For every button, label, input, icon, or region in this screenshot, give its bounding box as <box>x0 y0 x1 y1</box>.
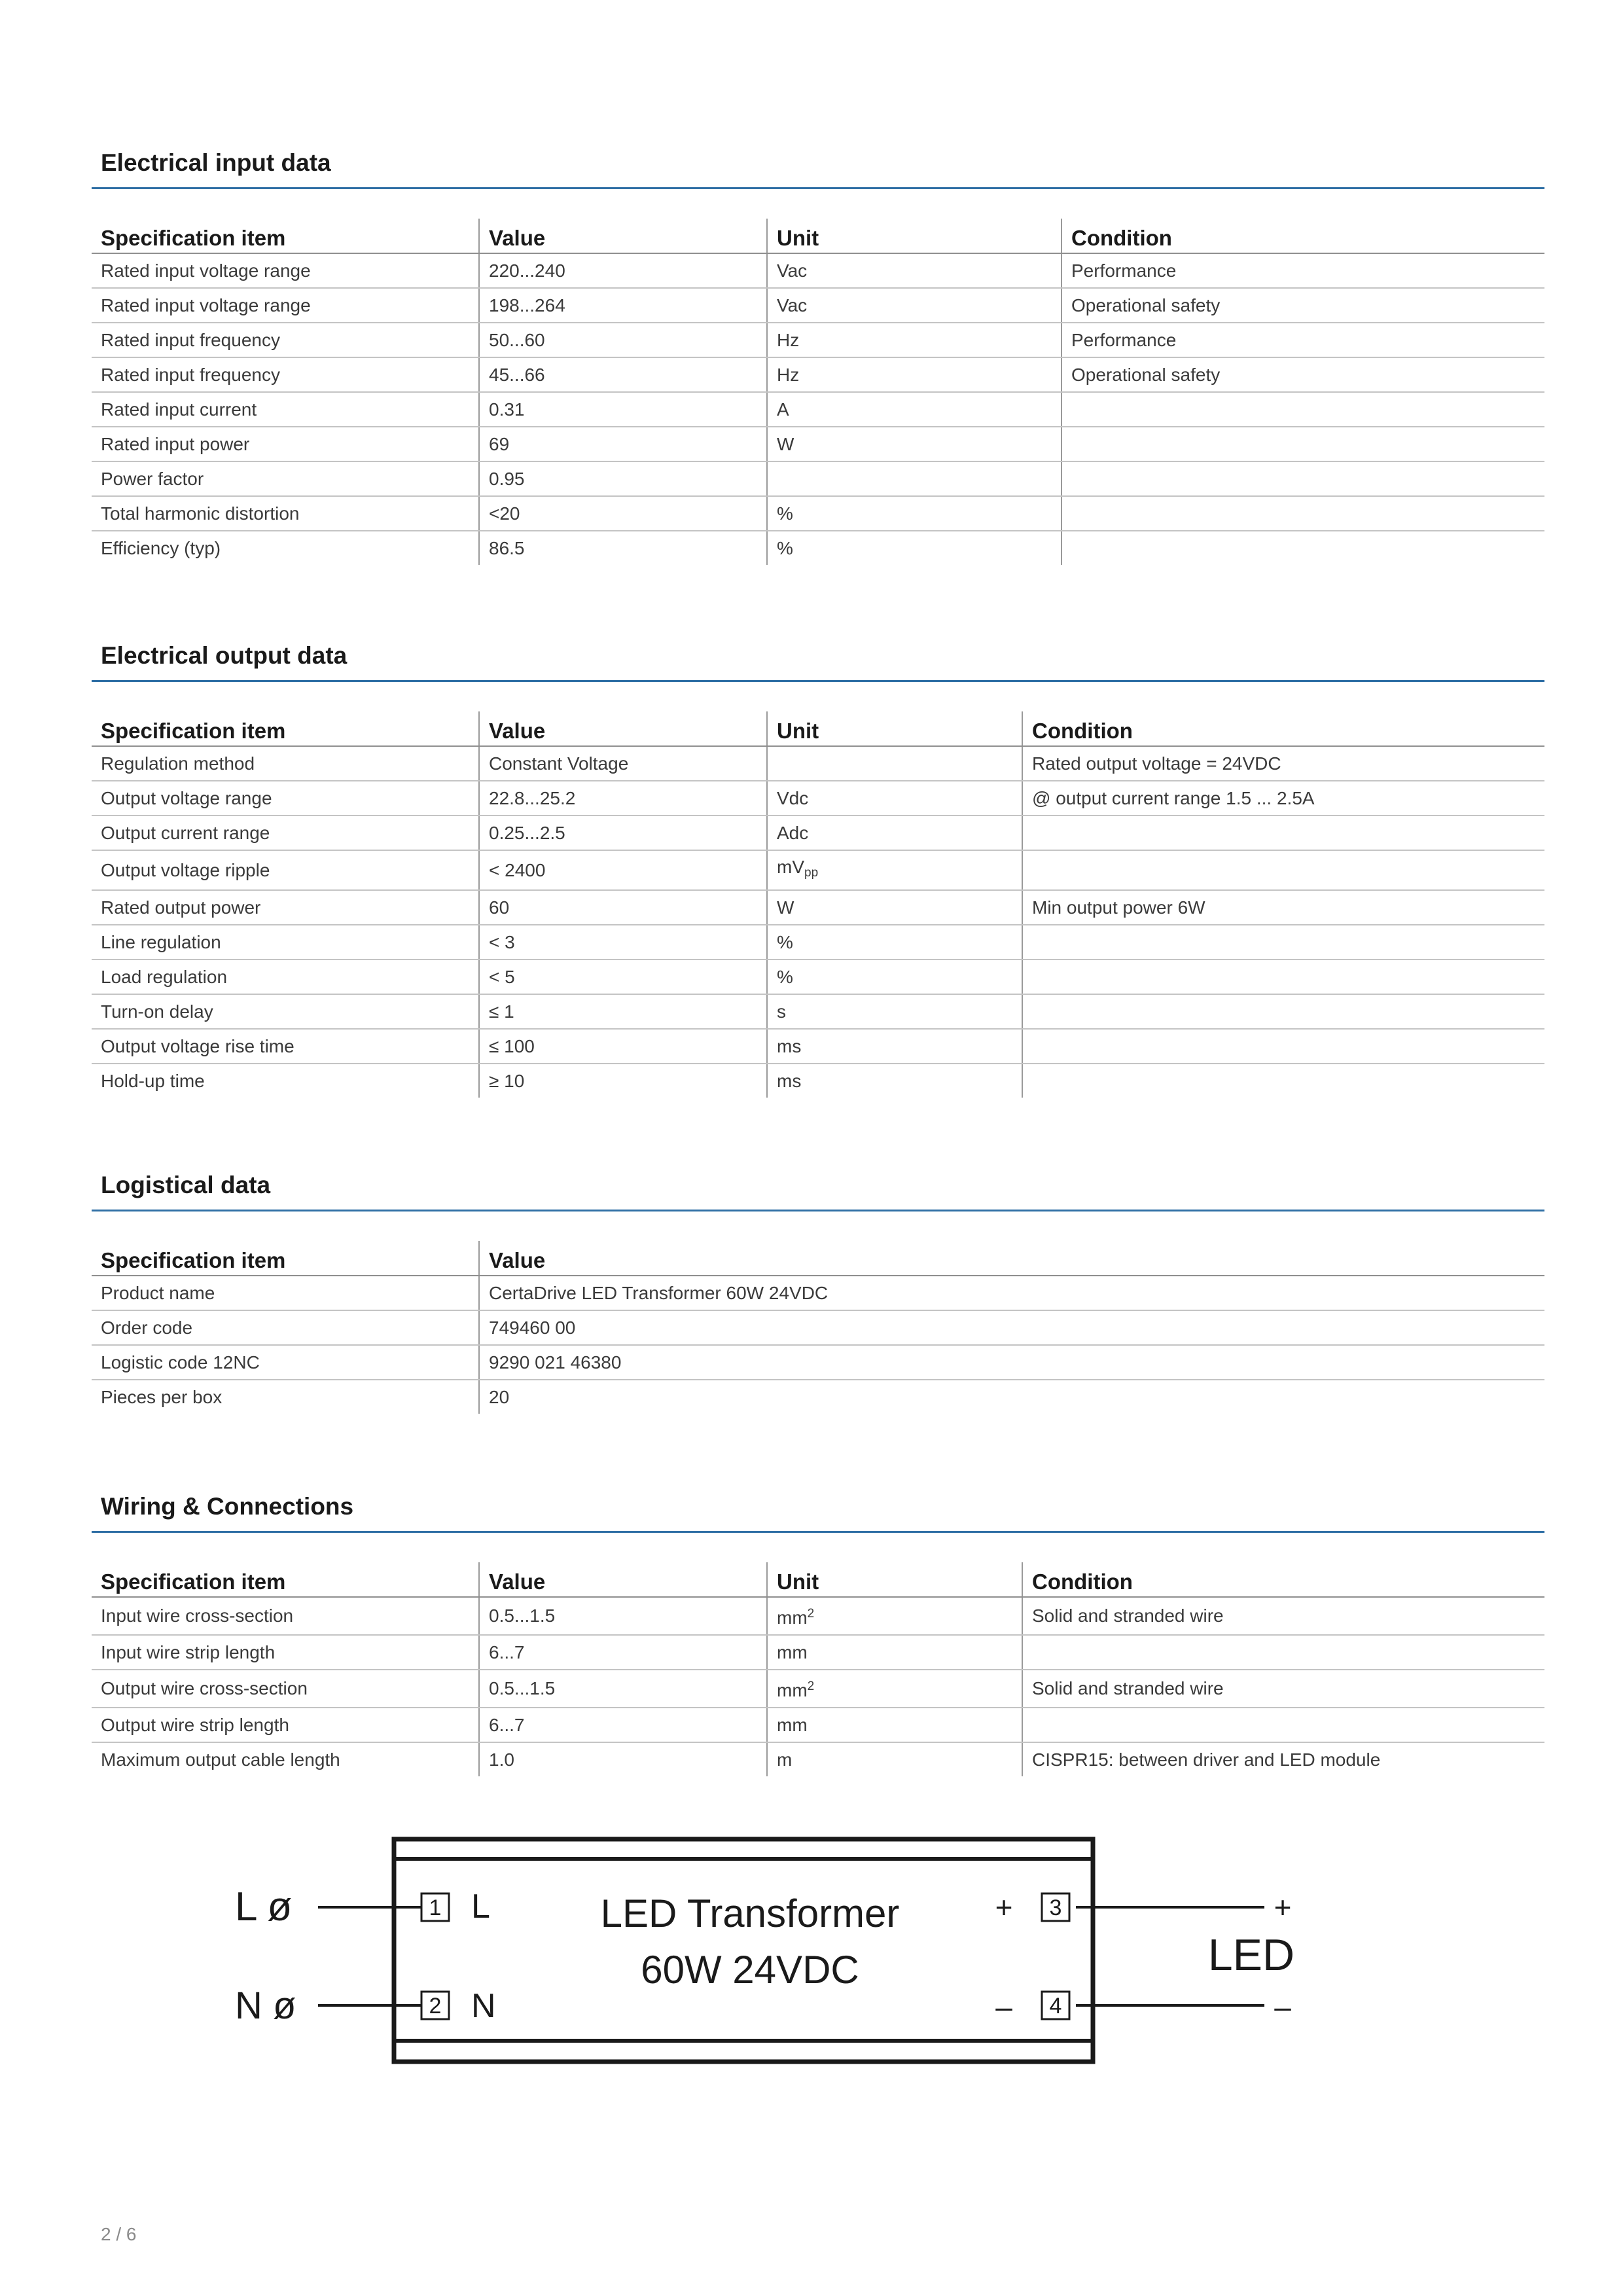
table-cell: ≤ 1 <box>479 994 767 1029</box>
page-number: 2 / 6 <box>101 2224 137 2244</box>
device-name-line1: LED Transformer <box>600 1892 900 1935</box>
table-cell: Input wire strip length <box>92 1635 479 1670</box>
table-cell: Performance <box>1061 323 1544 357</box>
column-header: Specification item <box>92 711 479 746</box>
unit-subscript: pp <box>804 866 819 880</box>
table-cell: Output current range <box>92 816 479 850</box>
pin-label-n: N <box>471 1987 496 2025</box>
table-cell: Rated input power <box>92 427 479 461</box>
polarity-minus-outer: – <box>1274 1990 1291 2024</box>
column-header: Value <box>479 1241 1544 1276</box>
table-cell: Total harmonic distortion <box>92 496 479 531</box>
table-cell: ≥ 10 <box>479 1064 767 1098</box>
table-cell: Rated input frequency <box>92 323 479 357</box>
table-cell: Load regulation <box>92 960 479 994</box>
table-cell: Turn-on delay <box>92 994 479 1029</box>
unit-text: mV <box>777 857 804 877</box>
table-cell: W <box>767 890 1022 925</box>
column-header: Specification item <box>92 1562 479 1597</box>
unit-superscript: 2 <box>807 1607 815 1621</box>
table-cell: Vac <box>767 253 1061 288</box>
column-header: Condition <box>1022 1562 1544 1597</box>
table-cell: 22.8...25.2 <box>479 781 767 816</box>
table-cell: Input wire cross-section <box>92 1597 479 1635</box>
table-cell: Rated input voltage range <box>92 253 479 288</box>
table-cell: mm <box>767 1635 1022 1670</box>
table-cell: Operational safety <box>1061 357 1544 392</box>
unit-text: mm <box>777 1607 808 1628</box>
table-cell: 0.31 <box>479 392 767 427</box>
unit-superscript: 2 <box>807 1679 815 1693</box>
column-header: Value <box>479 219 767 253</box>
table-cell: Pieces per box <box>101 1386 223 1407</box>
column-header: Value <box>479 711 767 746</box>
table-cell: Output wire strip length <box>92 1708 479 1742</box>
table-cell: 220...240 <box>479 253 767 288</box>
terminal-number-4: 4 <box>1049 1994 1062 2018</box>
table-cell: 0.95 <box>479 461 767 496</box>
table-cell: 6...7 <box>479 1635 767 1670</box>
table-cell: Rated output voltage = 24VDC <box>1022 746 1544 781</box>
table-cell: Logistic code 12NC <box>92 1345 479 1380</box>
column-header: Condition <box>1022 711 1544 746</box>
table-cell: Efficiency (typ) <box>101 537 221 558</box>
table-cell: W <box>767 427 1061 461</box>
table-cell: Hold-up time <box>101 1070 205 1091</box>
input-label-n: N ø <box>235 1984 296 2027</box>
polarity-plus-inner: + <box>995 1890 1013 1924</box>
table-cell: 1.0 <box>479 1742 767 1776</box>
table-cell: 86.5 <box>479 531 767 565</box>
table-cell: Power factor <box>92 461 479 496</box>
column-header: Specification item <box>92 1241 479 1276</box>
table-cell: Output voltage range <box>92 781 479 816</box>
column-header: Unit <box>767 711 1022 746</box>
table-cell: 0.5...1.5 <box>479 1597 767 1635</box>
table-cell: 749460 00 <box>479 1310 1544 1345</box>
terminal-number-3: 3 <box>1049 1895 1062 1920</box>
table-cell: Solid and stranded wire <box>1022 1597 1544 1635</box>
table-cell: ms <box>767 1064 1022 1098</box>
table-cell: mm <box>767 1708 1022 1742</box>
table-cell: m <box>767 1742 1022 1776</box>
table-cell: 45...66 <box>479 357 767 392</box>
terminal-number-2: 2 <box>429 1994 442 2018</box>
column-header: Value <box>479 1562 767 1597</box>
device-name-line2: 60W 24VDC <box>641 1948 859 1992</box>
table-cell: Regulation method <box>92 746 479 781</box>
table-cell: ≤ 100 <box>479 1029 767 1064</box>
output-label-led: LED <box>1207 1930 1295 1980</box>
table-cell: 60 <box>479 890 767 925</box>
table-cell: CISPR15: between driver and LED module <box>1022 1742 1544 1776</box>
section-title: Electrical input data <box>101 149 331 176</box>
table-cell: Maximum output cable length <box>101 1749 340 1770</box>
table-cell: <20 <box>479 496 767 531</box>
table-cell: % <box>767 496 1061 531</box>
table-cell: 0.5...1.5 <box>479 1670 767 1708</box>
table-cell: 69 <box>479 427 767 461</box>
section-title: Wiring & Connections <box>101 1493 354 1520</box>
table-cell: Vdc <box>767 781 1022 816</box>
table-cell: Constant Voltage <box>479 746 767 781</box>
table-cell: % <box>767 960 1022 994</box>
table-cell: Solid and stranded wire <box>1022 1670 1544 1708</box>
column-header: Unit <box>767 1562 1022 1597</box>
column-header: Unit <box>767 219 1061 253</box>
table-cell: Hz <box>767 323 1061 357</box>
table-cell: Output wire cross-section <box>92 1670 479 1708</box>
table-cell: @ output current range 1.5 ... 2.5A <box>1022 781 1544 816</box>
table-cell: Rated output power <box>92 890 479 925</box>
table-cell: 9290 021 46380 <box>479 1345 1544 1380</box>
table-cell: < 5 <box>479 960 767 994</box>
table-cell: Order code <box>92 1310 479 1345</box>
section-title: Logistical data <box>101 1172 271 1198</box>
table-cell: Rated input voltage range <box>92 288 479 323</box>
polarity-plus-outer: + <box>1274 1890 1292 1924</box>
table-cell: Rated input current <box>92 392 479 427</box>
table-cell: CertaDrive LED Transformer 60W 24VDC <box>479 1276 1544 1310</box>
table-cell: 6...7 <box>479 1708 767 1742</box>
table-cell: % <box>767 925 1022 960</box>
table-cell: Vac <box>767 288 1061 323</box>
table-cell: Hz <box>767 357 1061 392</box>
input-label-l: L ø <box>235 1884 293 1929</box>
table-cell: Output voltage ripple <box>92 850 479 890</box>
table-cell: Adc <box>767 816 1022 850</box>
table-cell: 20 <box>479 1380 1544 1414</box>
table-cell: A <box>767 392 1061 427</box>
table-cell: 198...264 <box>479 288 767 323</box>
pin-label-l: L <box>471 1888 490 1926</box>
table-cell: Operational safety <box>1061 288 1544 323</box>
table-cell: ms <box>767 1029 1022 1064</box>
table-cell: Line regulation <box>92 925 479 960</box>
table-cell: % <box>767 531 1061 565</box>
table-cell: Output voltage rise time <box>92 1029 479 1064</box>
table-cell: < 2400 <box>479 850 767 890</box>
table-cell: 50...60 <box>479 323 767 357</box>
table-cell: Rated input frequency <box>92 357 479 392</box>
section-title: Electrical output data <box>101 642 348 669</box>
unit-text: mm <box>777 1680 808 1700</box>
column-header: Specification item <box>92 219 479 253</box>
column-header: Condition <box>1061 219 1544 253</box>
terminal-number-1: 1 <box>429 1895 442 1920</box>
table-cell: Product name <box>92 1276 479 1310</box>
table-cell: Min output power 6W <box>1022 890 1544 925</box>
table-cell: s <box>767 994 1022 1029</box>
table-cell: Performance <box>1061 253 1544 288</box>
polarity-minus-inner: – <box>995 1990 1012 2024</box>
table-cell: 0.25...2.5 <box>479 816 767 850</box>
table-cell: < 3 <box>479 925 767 960</box>
